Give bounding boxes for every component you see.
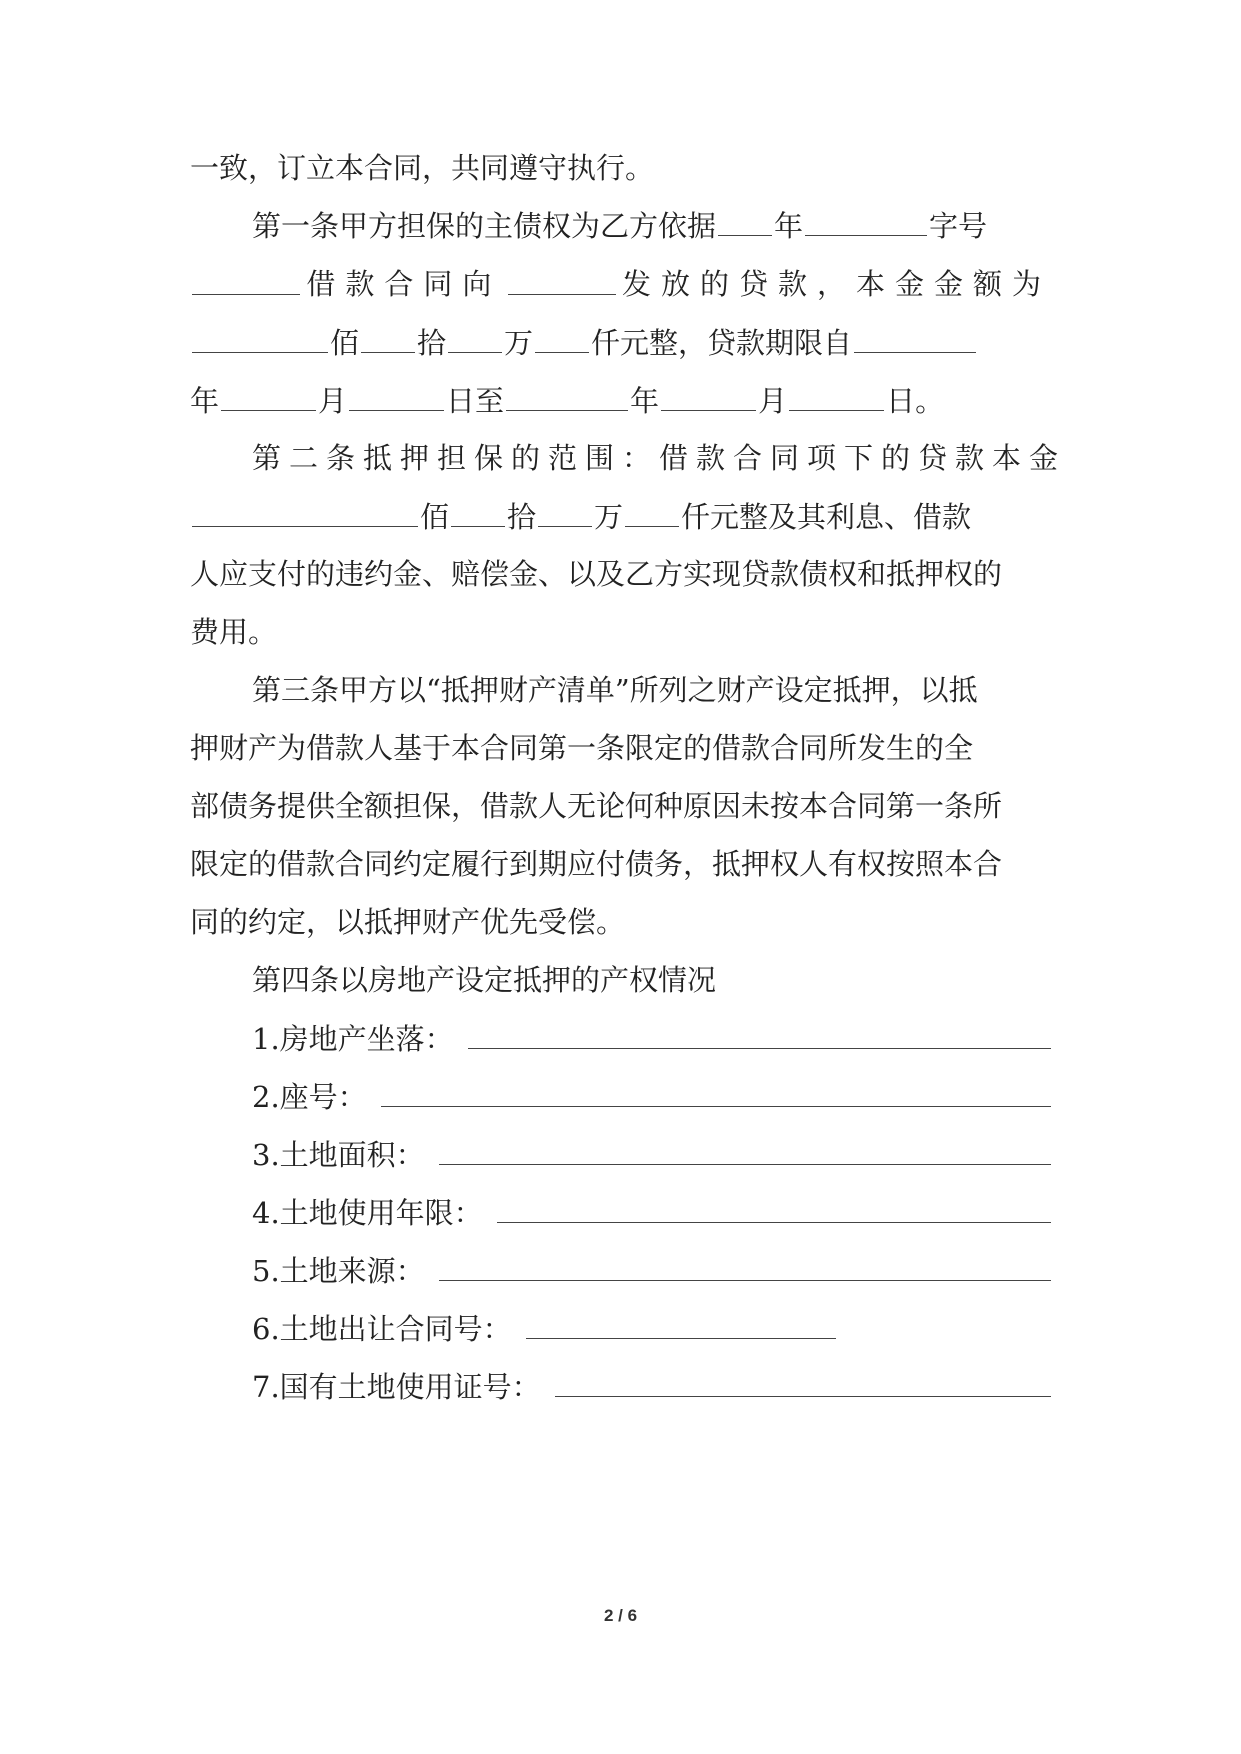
blank-field <box>192 496 418 527</box>
form-item: 7.国有土地使用证号： <box>252 1366 1051 1407</box>
blank-field[interactable] <box>526 1308 836 1339</box>
blank-field <box>789 380 884 411</box>
blank-field <box>192 264 300 295</box>
blank-field[interactable] <box>439 1250 1051 1281</box>
article-1-line-2: 借款合同向 发放的贷款，本金金额为 <box>190 264 1051 304</box>
article-1-line-1: 第一条甲方担保的主债权为乙方依据 年 字号 <box>252 205 1051 246</box>
form-item: 5.土地来源： <box>252 1250 1051 1291</box>
article-1-line-3: 佰 拾 万 仟元整，贷款期限自 <box>190 322 1051 363</box>
form-item: 6.土地出让合同号： <box>252 1308 1051 1349</box>
blank-field <box>221 380 316 411</box>
article-3-line-5: 同的约定，以抵押财产优先受偿。 <box>190 905 626 939</box>
blank-field <box>805 205 927 236</box>
blank-field <box>538 496 592 527</box>
blank-field <box>361 322 415 353</box>
blank-field <box>349 380 444 411</box>
form-item: 4.土地使用年限： <box>252 1192 1051 1233</box>
blank-field[interactable] <box>468 1018 1051 1049</box>
blank-field <box>506 380 628 411</box>
blank-field[interactable] <box>555 1366 1051 1397</box>
blank-field <box>508 264 616 295</box>
blank-field <box>854 322 976 353</box>
blank-field <box>535 322 589 353</box>
blank-field <box>451 496 505 527</box>
blank-field <box>718 205 772 236</box>
article-1-line-4: 年 月 日至 年 月 日。 <box>190 380 1051 421</box>
blank-field <box>625 496 679 527</box>
article-2-line-3: 人应支付的违约金、赔偿金、以及乙方实现贷款债权和抵押权的 <box>190 557 1003 591</box>
form-item: 3.土地面积： <box>252 1134 1051 1175</box>
blank-field[interactable] <box>497 1192 1051 1223</box>
blank-field[interactable] <box>381 1076 1051 1107</box>
article-3-line-3: 部债务提供全额担保，借款人无论何种原因未按本合同第一条所 <box>190 789 1003 823</box>
blank-field[interactable] <box>439 1134 1051 1165</box>
article-2-line-1: 第二条抵押担保的范围：借款合同项下的贷款本金 <box>252 441 1067 475</box>
article-3-line-2: 押财产为借款人基于本合同第一条限定的借款合同所发生的全 <box>190 731 974 765</box>
article-3-line-1: 第三条甲方以“抵押财产清单”所列之财产设定抵押，以抵 <box>252 673 978 707</box>
blank-field <box>661 380 756 411</box>
blank-field <box>192 322 328 353</box>
page-number: 2 / 6 <box>603 1606 638 1625</box>
article-3-line-4: 限定的借款合同约定履行到期应付债务，抵押权人有权按照本合 <box>190 847 1003 881</box>
form-item: 2.座号： <box>252 1076 1051 1117</box>
article-2-line-4: 费用。 <box>190 615 278 649</box>
form-item: 1.房地产坐落： <box>252 1018 1051 1059</box>
paragraph-line: 一致，订立本合同，共同遵守执行。 <box>190 151 655 185</box>
article-4-title: 第四条以房地产设定抵押的产权情况 <box>252 963 717 997</box>
article-2-line-2: 佰 拾 万 仟元整及其利息、借款 <box>190 496 1051 537</box>
blank-field <box>448 322 502 353</box>
